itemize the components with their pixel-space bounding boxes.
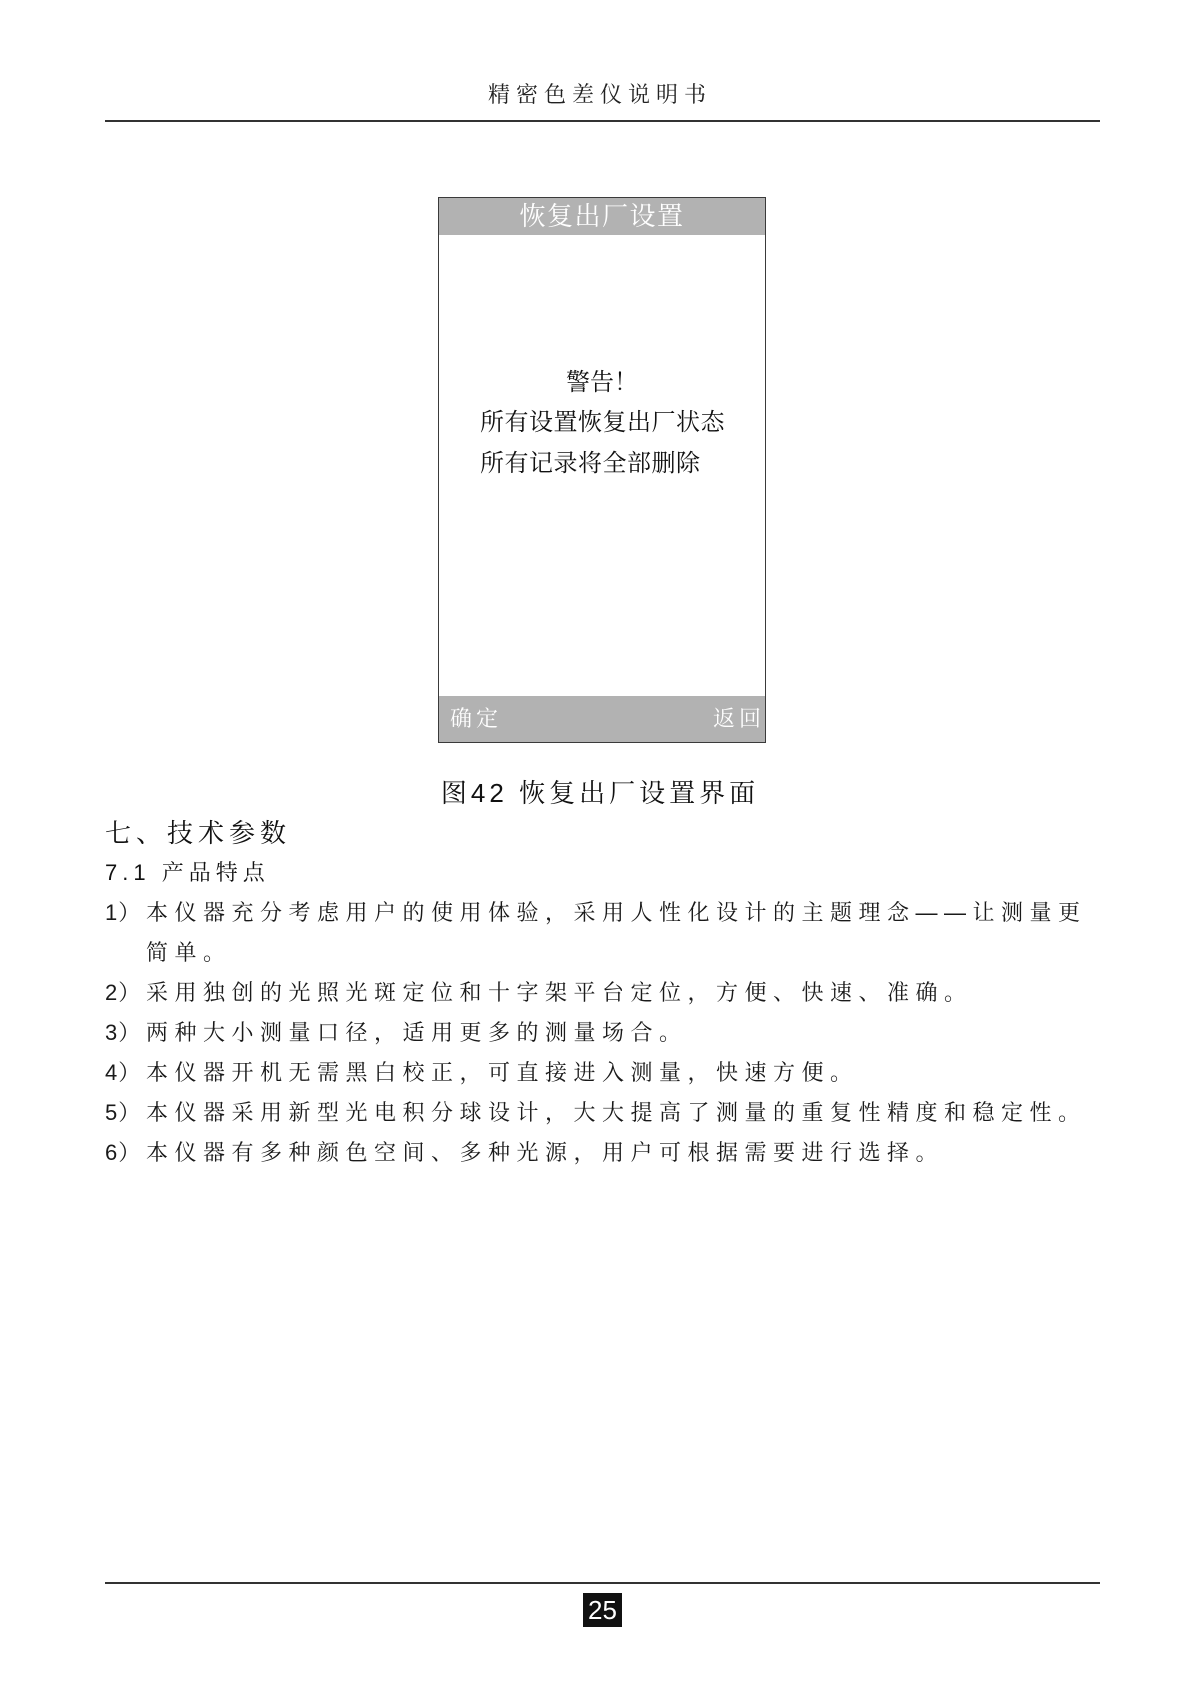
list-item-text: 采用独创的光照光斑定位和十字架平台定位，方便、快速、准确。 [146, 980, 973, 1005]
section-heading: 七、技术参数 [105, 818, 292, 848]
list-item-text: 本仪器有多种颜色空间、多种光源，用户可根据需要进行选择。 [146, 1140, 945, 1165]
list-item-text: 本仪器充分考虑用户的使用体验，采用人性化设计的主题理念——让测量更简单。 [146, 900, 1087, 965]
footer-divider [105, 1582, 1100, 1584]
device-back-softkey: 返回 [712, 706, 765, 731]
list-item-number: 4） [105, 1060, 142, 1085]
list-item [105, 973, 1100, 1013]
list-item [105, 1053, 1100, 1093]
device-confirm-softkey: 确定 [450, 706, 503, 731]
list-item-number: 2） [105, 980, 142, 1005]
list-item [105, 1013, 1100, 1053]
device-message-line: 所有设置恢复出厂状态 [480, 409, 725, 436]
document-header-title: 精密色差仪说明书 [487, 82, 712, 107]
list-item-number: 5） [105, 1100, 142, 1125]
list-item [105, 893, 1100, 973]
device-screen-figure [438, 197, 766, 743]
device-screen-title: 恢复出厂设置 [439, 198, 765, 235]
list-item-text: 两种大小测量口径，适用更多的测量场合。 [146, 1020, 688, 1045]
list-item-number: 1） [105, 900, 142, 925]
list-item [105, 1133, 1100, 1173]
list-item-number: 6） [105, 1140, 142, 1165]
page-number: 25 [583, 1593, 622, 1627]
section-subheading: 7.1 产品特点 [105, 860, 270, 885]
feature-list [105, 893, 1100, 1173]
device-warning-text: 警告！ [566, 369, 638, 396]
figure-caption: 图42 恢复出厂设置界面 [440, 778, 760, 808]
list-item [105, 1093, 1100, 1133]
list-item-text: 本仪器采用新型光电积分球设计，大大提高了测量的重复性精度和稳定性。 [146, 1100, 1087, 1125]
device-softkey-bar [439, 696, 765, 742]
list-item-number: 3） [105, 1020, 142, 1045]
header-divider [105, 120, 1100, 122]
device-message-line: 所有记录将全部删除 [480, 450, 701, 477]
list-item-text: 本仪器开机无需黑白校正，可直接进入测量，快速方便。 [146, 1060, 859, 1085]
